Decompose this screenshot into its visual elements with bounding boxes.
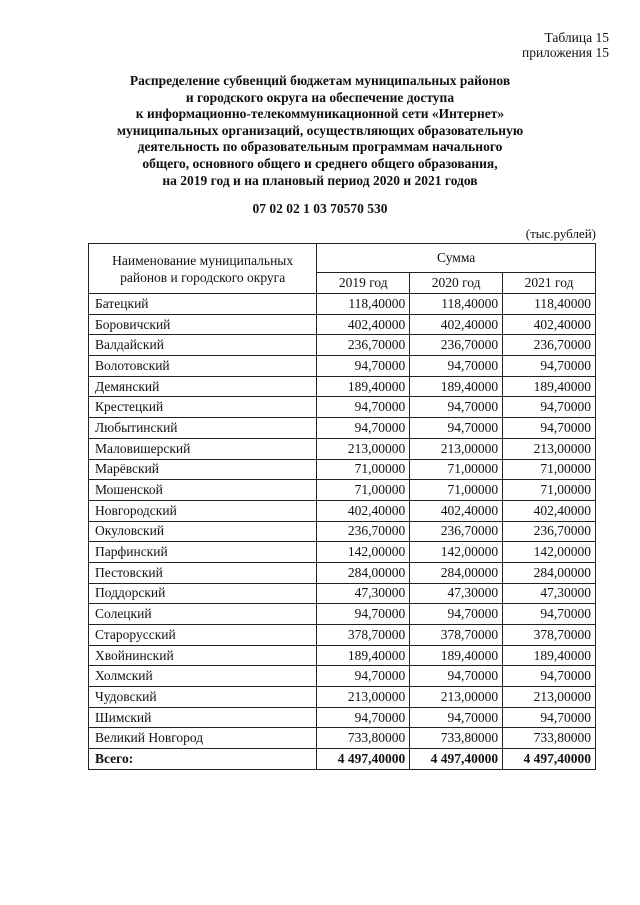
amount-2020: 189,40000 [410,645,503,666]
title-line: муниципальных организаций, осуществляющих образовательную [116,122,524,138]
table-row [89,500,596,521]
amount-2020: 236,70000 [410,521,503,542]
title-line: и городского округа на обеспечение доступа [185,89,455,105]
amount-2020: 284,00000 [410,562,503,583]
district-name: Хвойнинский [89,645,317,666]
table-body [89,294,596,770]
amount-2019: 213,00000 [317,438,410,459]
table-row [89,625,596,646]
district-name: Новгородский [89,500,317,521]
table-row [89,687,596,708]
amount-2021: 402,40000 [503,314,596,335]
amount-2019: 118,40000 [317,294,410,315]
table-row [89,542,596,563]
table-row [89,707,596,728]
amount-2020: 71,00000 [410,480,503,501]
amount-2019: 189,40000 [317,376,410,397]
amount-2020: 189,40000 [410,376,503,397]
amount-2020: 94,70000 [410,707,503,728]
district-name: Валдайский [89,335,317,356]
amount-2020: 71,00000 [410,459,503,480]
table-row [89,418,596,439]
district-name: Парфинский [89,542,317,563]
amount-2021: 733,80000 [503,728,596,749]
title-line: Распределение субвенций бюджетам муниципальных районов [129,73,511,88]
amount-2020: 94,70000 [410,397,503,418]
amount-2019: 94,70000 [317,356,410,377]
amount-2021: 236,70000 [503,335,596,356]
amount-2021: 47,30000 [503,583,596,604]
district-name: Крестецкий [89,397,317,418]
district-name: Волотовский [89,356,317,377]
amount-2020: 4 497,40000 [410,749,503,770]
amount-2019: 94,70000 [317,707,410,728]
district-name: Старорусский [89,625,317,646]
district-name: Поддорский [89,583,317,604]
amount-2019: 142,00000 [317,542,410,563]
district-name: Пестовский [89,562,317,583]
title-line: общего, основного общего и среднего общего образования, [142,155,498,171]
header-sum: Сумма [317,244,596,273]
amount-2019: 236,70000 [317,335,410,356]
amount-2021: 213,00000 [503,438,596,459]
amount-2019: 71,00000 [317,459,410,480]
amount-2019: 94,70000 [317,666,410,687]
table-row [89,480,596,501]
table-number: Таблица 15 [544,30,609,45]
amount-2021: 118,40000 [503,294,596,315]
district-name: Боровичский [89,314,317,335]
amount-2020: 94,70000 [410,604,503,625]
header-year-2021: 2021 год [503,273,596,294]
amount-2020: 142,00000 [410,542,503,563]
table-row [89,376,596,397]
amount-2020: 378,70000 [410,625,503,646]
table-row [89,294,596,315]
amount-2019: 47,30000 [317,583,410,604]
amount-2019: 71,00000 [317,480,410,501]
title-line: к информационно-телекоммуникационной сети «Интернет» [135,106,505,122]
amount-2020: 402,40000 [410,500,503,521]
amount-2020: 94,70000 [410,418,503,439]
table-row [89,438,596,459]
amount-2021: 94,70000 [503,397,596,418]
amount-2019: 378,70000 [317,625,410,646]
amount-2019: 284,00000 [317,562,410,583]
table-row [89,459,596,480]
amount-2021: 189,40000 [503,645,596,666]
amount-2020: 118,40000 [410,294,503,315]
amount-2021: 213,00000 [503,687,596,708]
amount-2021: 189,40000 [503,376,596,397]
district-name: Великий Новгород [89,728,317,749]
amount-2019: 402,40000 [317,314,410,335]
amount-2021: 284,00000 [503,562,596,583]
table-row [89,397,596,418]
district-name: Маловишерский [89,438,317,459]
title-line: на 2019 год и на плановый период 2020 и 2021 годов [162,172,478,188]
amount-2019: 94,70000 [317,397,410,418]
header-year-2019: 2019 год [317,273,410,294]
amount-2021: 236,70000 [503,521,596,542]
amount-2019: 236,70000 [317,521,410,542]
document-title [70,73,570,189]
table-row [89,583,596,604]
amount-2021: 142,00000 [503,542,596,563]
district-name: Солецкий [89,604,317,625]
amount-2020: 733,80000 [410,728,503,749]
amount-2020: 94,70000 [410,356,503,377]
appendix-number: приложения 15 [521,45,609,60]
amount-2020: 236,70000 [410,335,503,356]
total-row [89,749,596,770]
budget-code: 07 02 02 1 03 70570 530 [252,201,388,216]
table-row [89,604,596,625]
amount-2020: 213,00000 [410,687,503,708]
table-row [89,645,596,666]
amount-2019: 733,80000 [317,728,410,749]
amount-2020: 47,30000 [410,583,503,604]
table-row [89,728,596,749]
amount-2019: 94,70000 [317,604,410,625]
district-name: Мошенской [89,480,317,501]
amount-2021: 402,40000 [503,500,596,521]
district-name: Шимский [89,707,317,728]
table-row [89,356,596,377]
amount-2021: 71,00000 [503,480,596,501]
amount-2019: 402,40000 [317,500,410,521]
subvention-table [88,243,596,770]
amount-2021: 94,70000 [503,418,596,439]
units-label: (тыс.рублей) [525,226,596,241]
amount-2019: 213,00000 [317,687,410,708]
district-name: Холмский [89,666,317,687]
table-reference [522,30,609,60]
district-name: Чудовский [89,687,317,708]
table-row [89,314,596,335]
amount-2019: 4 497,40000 [317,749,410,770]
district-name: Марёвский [89,459,317,480]
amount-2021: 94,70000 [503,356,596,377]
total-label: Всего: [89,749,317,770]
district-name: Любытинский [89,418,317,439]
amount-2020: 94,70000 [410,666,503,687]
district-name: Батецкий [89,294,317,315]
header-name: Наименование муниципальных районов и городского округа [89,244,317,294]
title-line: деятельность по образовательным программам начального [137,139,503,155]
amount-2021: 94,70000 [503,604,596,625]
amount-2021: 94,70000 [503,707,596,728]
table-row [89,562,596,583]
amount-2021: 94,70000 [503,666,596,687]
table-row [89,335,596,356]
amount-2020: 213,00000 [410,438,503,459]
table-row [89,521,596,542]
amount-2020: 402,40000 [410,314,503,335]
header-year-2020: 2020 год [410,273,503,294]
district-name: Демянский [89,376,317,397]
amount-2021: 4 497,40000 [503,749,596,770]
district-name: Окуловский [89,521,317,542]
amount-2019: 189,40000 [317,645,410,666]
amount-2019: 94,70000 [317,418,410,439]
amount-2021: 71,00000 [503,459,596,480]
table-row [89,666,596,687]
amount-2021: 378,70000 [503,625,596,646]
